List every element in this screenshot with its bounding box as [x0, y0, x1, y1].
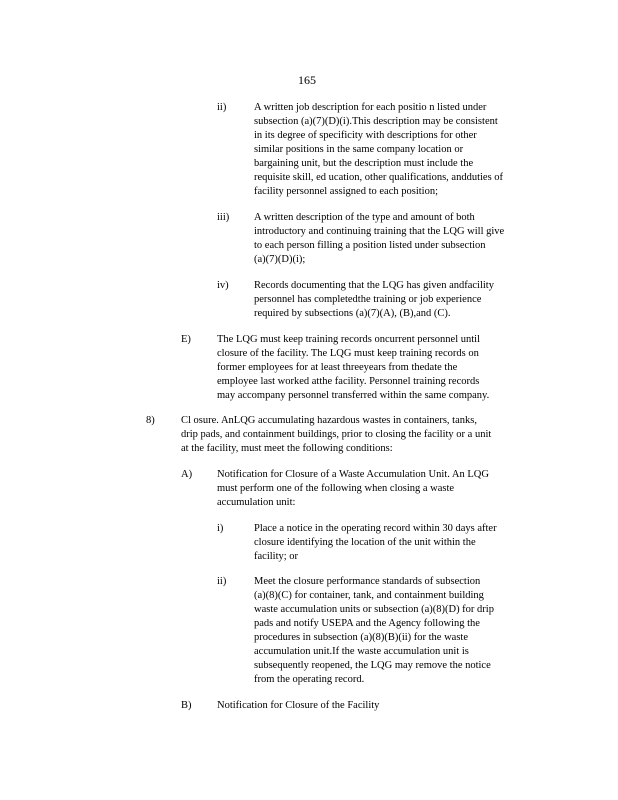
item-label-8: 8) — [146, 415, 155, 426]
item-label-iv: iv) — [217, 280, 229, 291]
item-text-records-documenting: Records documenting that the LQG has given andfacility personnel has completedthe training or job experience required by subsections (a)(7)(A), (B),and (C). — [254, 280, 494, 319]
item-text-training-description: A written description of the type and amount of both introductory and continuing training that the LQG will give to each person filling a position listed under subsection (a)(7)(D)(i); — [254, 212, 505, 265]
item-label-A: A) — [181, 469, 193, 480]
item-label-iii: iii) — [217, 212, 230, 223]
item-text-training-records: The LQG must keep training records oncurrent personnel until closure of the facility. The LQG must keep training records on former employees for at least threeyears from thedate the employee last worked atthe facility. Personnel training records may accompany personnel transferred within the same company. — [217, 334, 490, 401]
item-text-closure-performance: Meet the closure performance standards of subsection (a)(8)(C) for container, tank, and containment building waste accumulation units or subsection (a)(8)(D) for drip pads and notify USEPA and the Agency following the procedures in subsection (a)(8)(B)(ii) for the waste accumulation unit.If the waste accumulation unit is subsequently reopened, the LQG may remove the notice from the operating record. — [254, 576, 494, 685]
item-label-ii: ii) — [217, 102, 227, 113]
item-label-B: B) — [181, 700, 192, 711]
item-text-place-notice: Place a notice in the operating record within 30 days after closure identifying the location of the unit within the facility; or — [254, 523, 497, 562]
item-text-job-description: A written job description for each positio n listed under subsection (a)(7)(D)(i).This description may be consistent in its degree of specificity with descriptions for other similar positions in the same company location or bargaining unit, but the description must include the requisite skill, ed ucation, other qualifications, andduties of facility personnel assigned to each position; — [254, 102, 504, 197]
item-text-closure: Cl osure. AnLQG accumulating hazardous wastes in containers, tanks, drip pads, and containment buildings, prior to closing the facility or a unit at the facility, must meet the following conditions: — [181, 415, 492, 454]
item-text-notification-unit: Notification for Closure of a Waste Accumulation Unit. An LQG must perform one of the following when closing a waste accumulation unit: — [217, 469, 489, 508]
page-number: 165 — [298, 73, 316, 87]
item-text-notification-facility: Notification for Closure of the Facility — [217, 700, 380, 711]
item-label-ii-b: ii) — [217, 576, 227, 587]
item-label-i: i) — [217, 523, 224, 534]
item-label-E: E) — [181, 334, 191, 345]
